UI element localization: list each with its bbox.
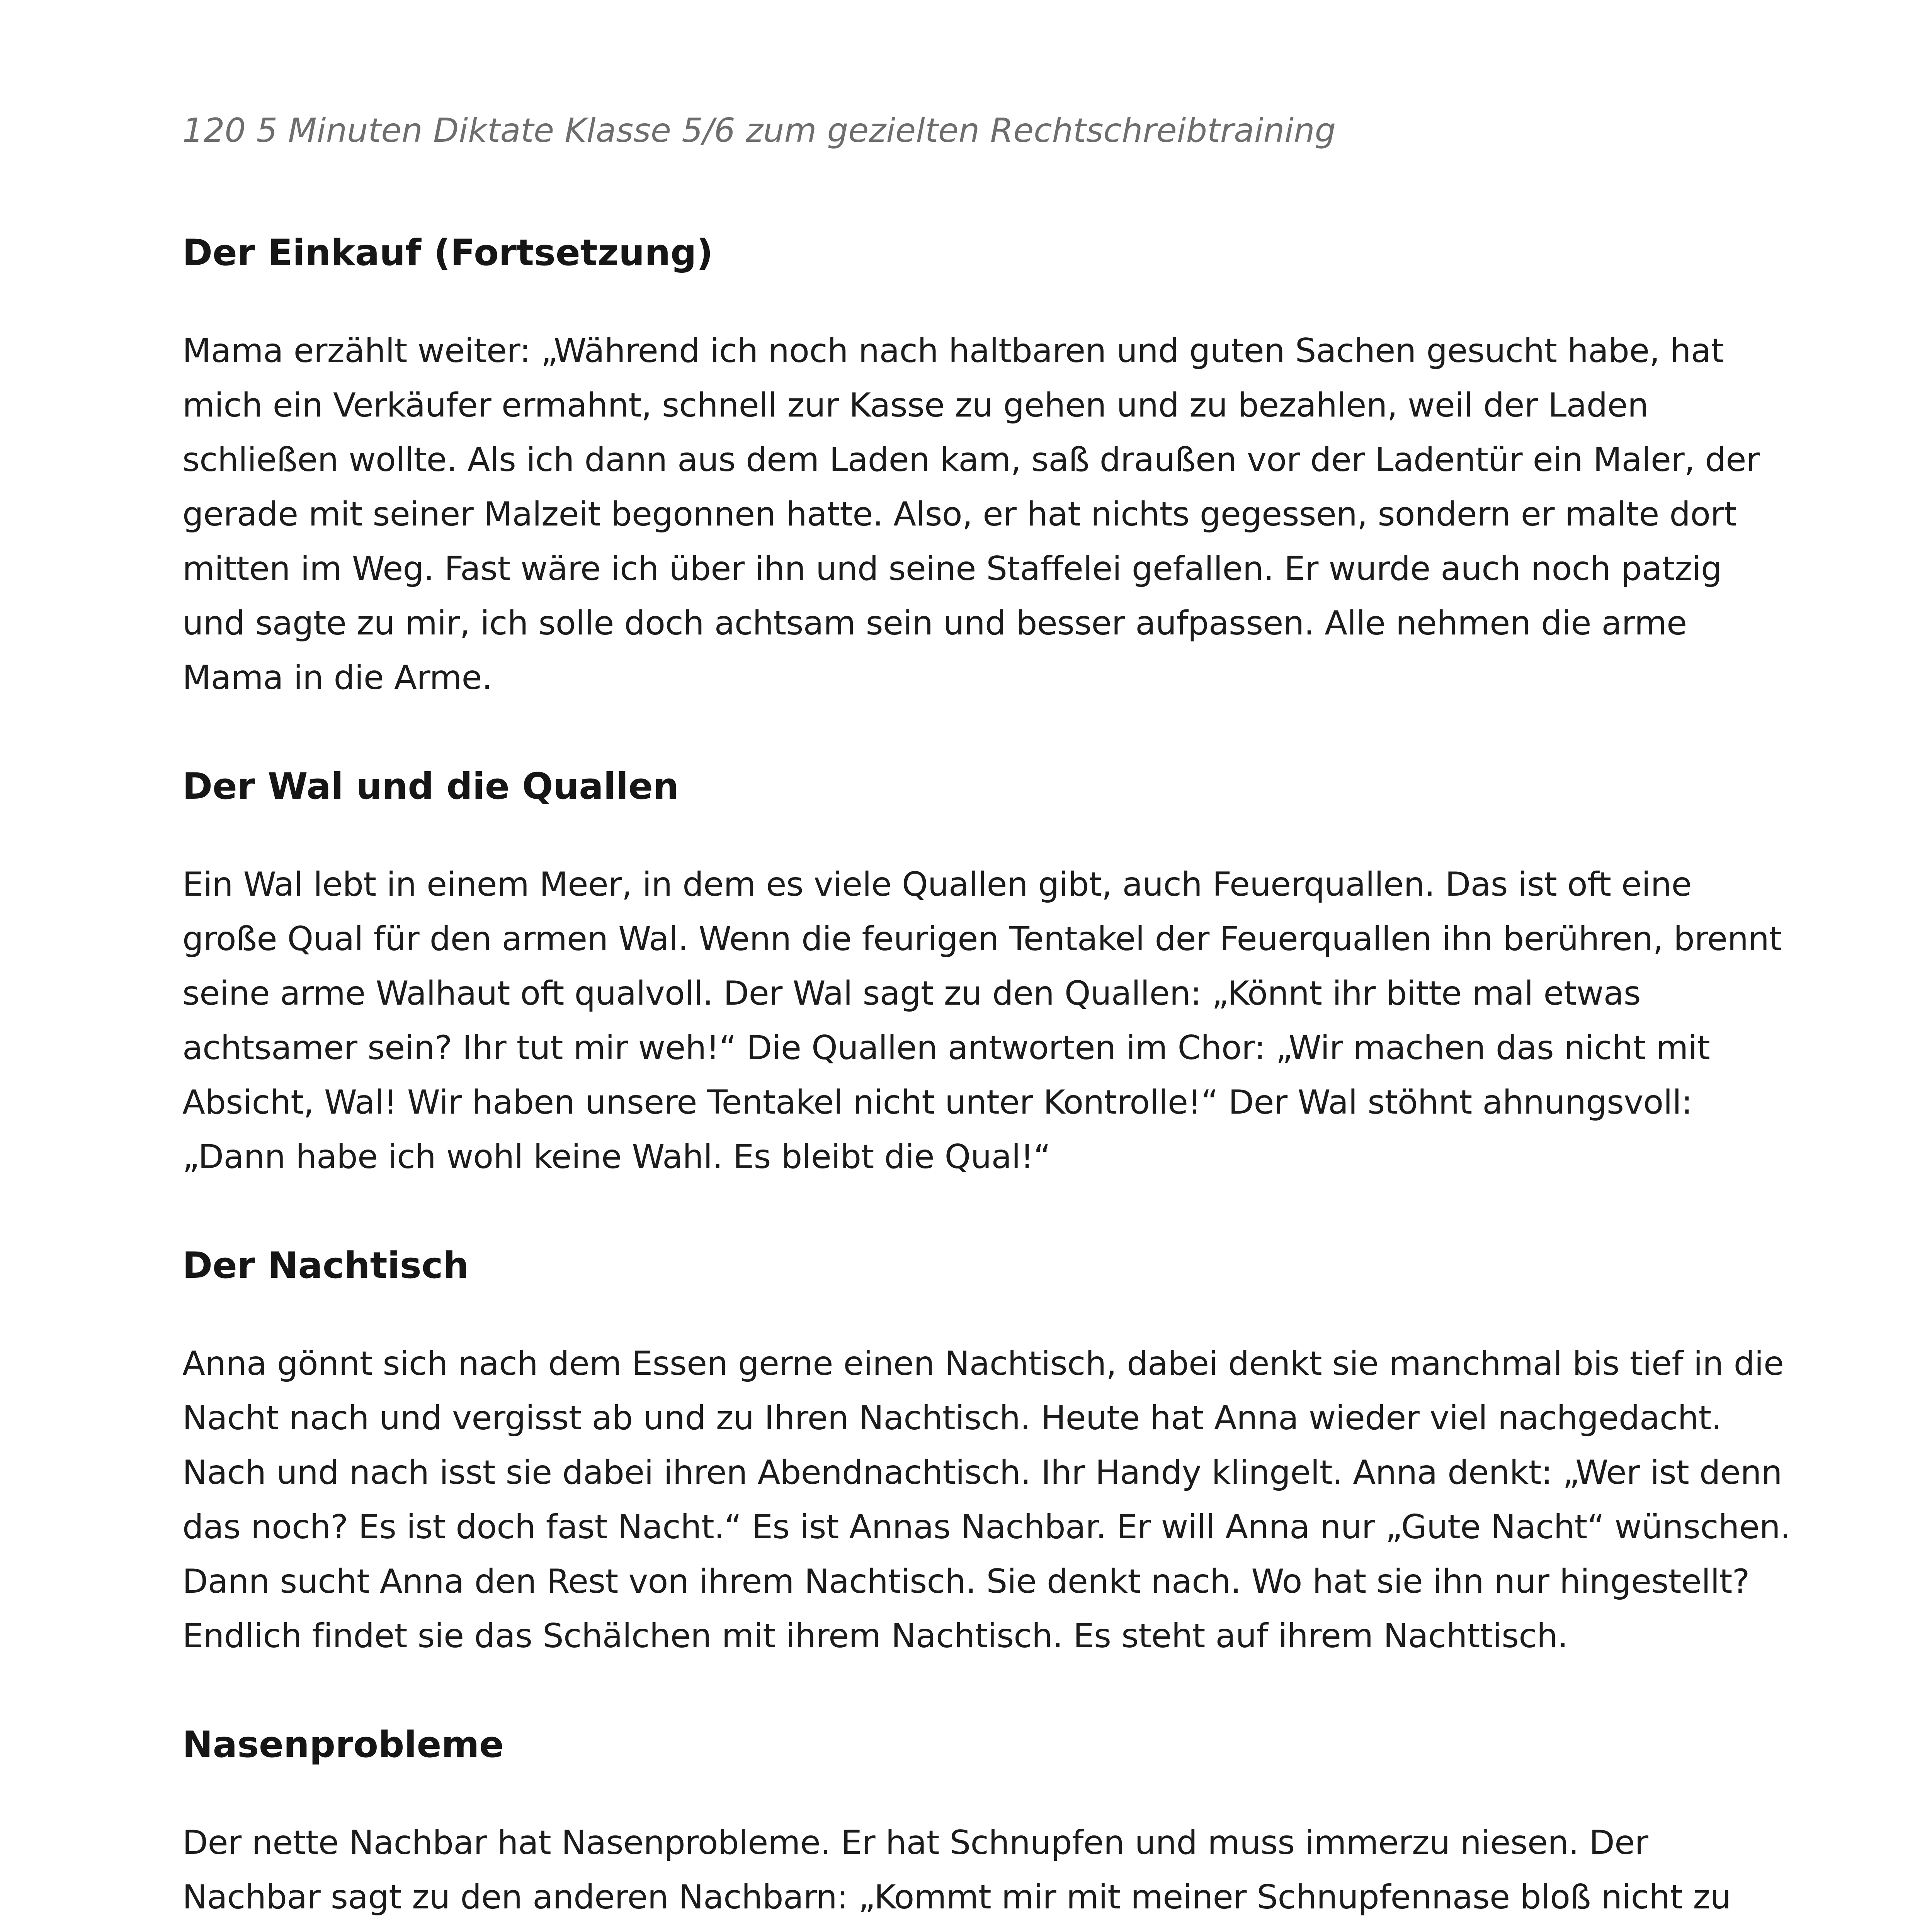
section-body: Mama erzählt weiter: „Während ich noch nach haltbaren und guten Sachen gesucht habe, hat mich ein Verkäufer ermahnt, schnell zur Kasse zu gehen und zu bezahlen, weil der Laden schließen wollte. Als ich dann aus dem Laden kam, saß draußen vor der Ladentür ein Maler, der gerade mit seiner Malzeit begonnen hatte. Also, er hat nichts gegessen, sondern er malte dort mitten im Weg. Fast wäre ich über ihn und seine Staffelei gefallen. Er wurde auch noch patzig und sagte zu mir, ich solle doch achtsam sein und besser aufpassen. Alle nehmen die arme Mama in die Arme. <box>182 332 1760 697</box>
page-content <box>182 224 1794 1932</box>
section-nasenprobleme <box>182 1716 1794 1932</box>
section-title: Der Wal und die Quallen <box>182 765 679 808</box>
section-title: Der Nachtisch <box>182 1245 469 1287</box>
running-header: 120 5 Minuten Diktate Klasse 5/6 zum gezielten Rechtschreibtraining <box>182 111 1336 150</box>
section-body: Der nette Nachbar hat Nasenprobleme. Er hat Schnupfen und muss immerzu niesen. Der Nachbar sagt zu den anderen Nachbarn: „Kommt mir mit meiner Schnupfennase bloß nicht zu <box>182 1823 1731 1917</box>
section-der-nachtisch <box>182 1237 1794 1663</box>
section-der-einkauf <box>182 224 1794 705</box>
section-body: Ein Wal lebt in einem Meer, in dem es viele Quallen gibt, auch Feuerquallen. Das ist oft eine große Qual für den armen Wal. Wenn die feurigen Tentakel der Feuerquallen ihn berühren, brennt seine arme Walhaut oft qualvoll. Der Wal sagt zu den Quallen: „Könnt ihr bitte mal etwas achtsamer sein? Ihr tut mir weh!“ Die Quallen antworten im Chor: „Wir machen das nicht mit Absicht, Wal! Wir haben unsere Tentakel nicht unter Kontrolle!“ Der Wal stöhnt ahnungsvoll: „Dann habe ich wohl keine Wahl. Es bleibt die Qual!“ <box>182 865 1782 1176</box>
section-title: Der Einkauf (Fortsetzung) <box>182 232 713 274</box>
section-title: Nasenprobleme <box>182 1724 504 1766</box>
section-body: Anna gönnt sich nach dem Essen gerne einen Nachtisch, dabei denkt sie manchmal bis tief in die Nacht nach und vergisst ab und zu Ihren Nachtisch. Heute hat Anna wieder viel nachgedacht. Nach und nach isst sie dabei ihren Abendnachtisch. Ihr Handy klingelt. Anna denkt: „Wer ist denn das noch? Es ist doch fast Nacht.“ Es ist Annas Nachbar. Er will Anna nur „Gute Nacht“ wünschen. Dann sucht Anna den Rest von ihrem Nachtisch. Sie denkt nach. Wo hat sie ihn nur hingestellt? Endlich findet sie das Schälchen mit ihrem Nachtisch. Es steht auf ihrem Nachttisch. <box>182 1344 1791 1655</box>
section-der-wal-und-die-quallen <box>182 758 1794 1184</box>
